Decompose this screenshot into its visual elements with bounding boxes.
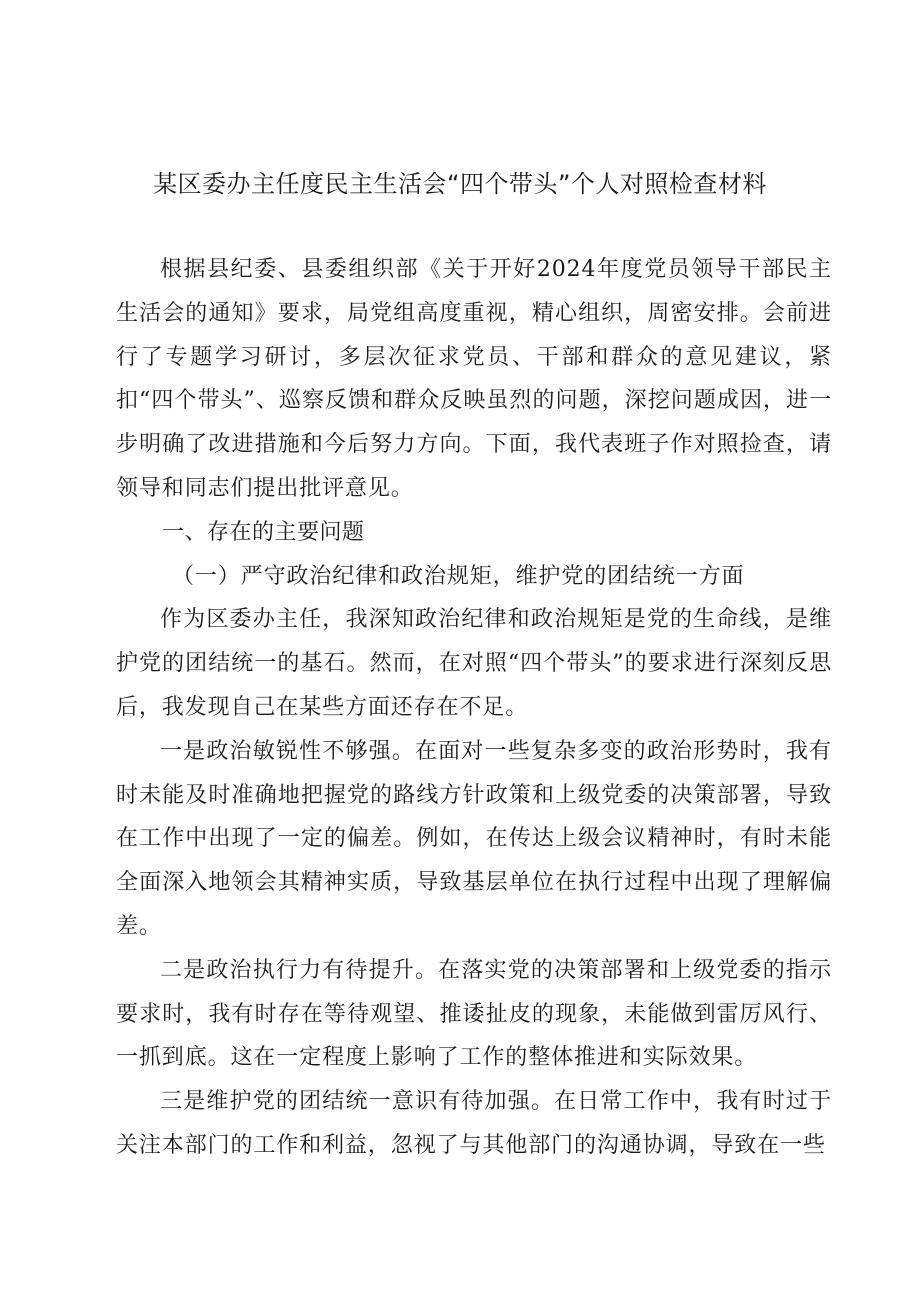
document-body (116, 248, 832, 1168)
body-paragraph: 二是政治执行力有待提升。在落实党的决策部署和上级党委的指示要求时，我有时存在等待观望、推诿扯皮的现象，未能做到雷厉风行、一抓到底。这在一定程度上影响了工作的整体推进和实际效果。 (116, 957, 832, 1071)
body-paragraph: 一是政治敏锐性不够强。在面对一些复杂多变的政治形势时，我有时未能及时准确地把握党的路线方针政策和上级党委的决策部署，导致在工作中出现了一定的偏差。例如，在传达上级会议精神时，有时未能全面深入地领会其精神实质，导致基层单位在执行过程中出现了理解偏差。 (116, 738, 832, 939)
body-paragraph: 三是维护党的团结统一意识有待加强。在日常工作中，我有时过于关注本部门的工作和利益，忽视了与其他部门的沟通协调，导致在一些 (116, 1089, 832, 1158)
section-heading: 一、存在的主要问题 (162, 519, 365, 545)
body-paragraph: 作为区委办主任，我深知政治纪律和政治规矩是党的生命线，是维护党的团结统一的基石。然而，在对照“四个带头”的要求进行深刻反思后，我发现自己在某些方面还存在不足。 (116, 607, 832, 720)
subsection-heading: （一）严守政治纪律和政治规矩，维护党的团结统一方面 (172, 563, 745, 589)
document-title: 某区委办主任度民主生活会“四个带头”个人对照检查材料 (153, 170, 767, 198)
intro-paragraph: 根据县纪委、县委组织部《关于开好2024年度党员领导干部民主生活会的通知》要求，局党组高度重视，精心组织，周密安排。会前进行了专题学习研讨，多层次征求党员、干部和群众的意见建议，紧扣“四个带头”、巡察反馈和群众反映虽烈的问题，深挖问题成因，进一步明确了改进措施和今后努力方向。下面，我代表班子作对照捡查，请领导和同志们提出批评意见。 (116, 257, 832, 501)
